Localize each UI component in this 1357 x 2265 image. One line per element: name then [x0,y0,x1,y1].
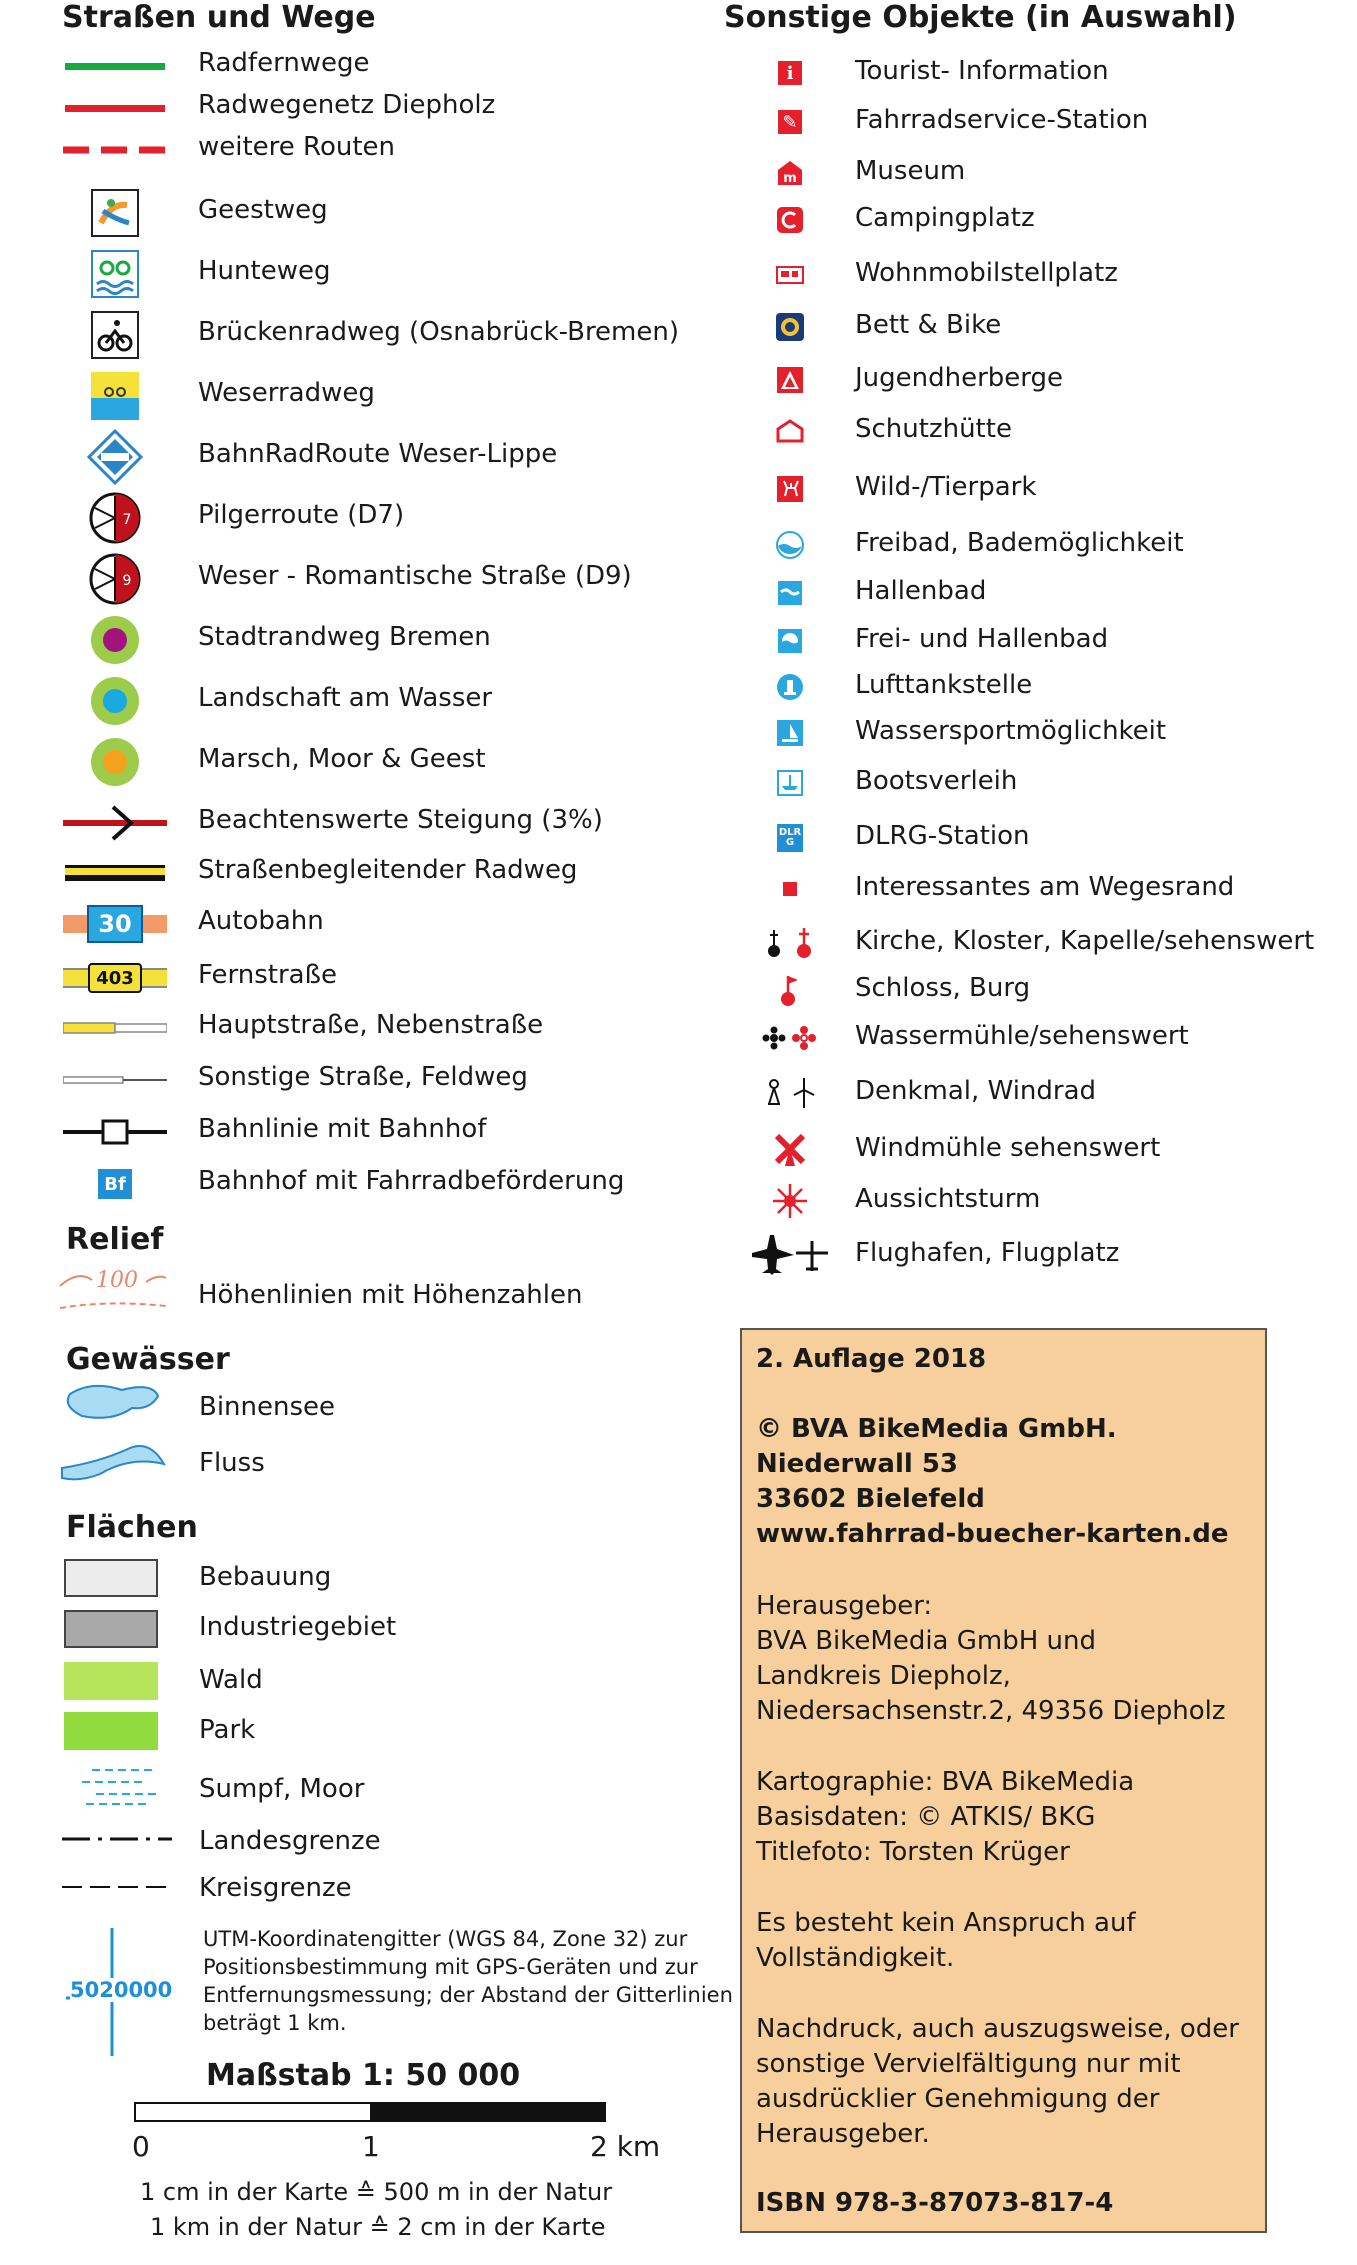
pilgerroute-icon [60,490,170,546]
legend-label: Bootsverleih [855,766,1018,796]
utm-text-line: beträgt 1 km. [203,2011,347,2035]
legend-item [740,1176,1340,1226]
legend-label: Kirche, Kloster, Kapelle/sehenswert [855,926,1315,956]
publisher-line: © BVA BikeMedia GmbH. [756,1414,1117,1444]
legend-item [740,758,1340,808]
camper-icon [740,250,840,300]
legend-label: Wild-/Tierpark [855,472,1037,502]
legend-item [740,97,1340,147]
legend-label: Lufttankstelle [855,670,1033,700]
church-icon [740,918,840,968]
relief-label: Höhenlinien mit Höhenzahlen [198,1280,583,1310]
weserradweg-icon [60,368,170,424]
bahnhof-badge: Bf [98,1169,132,1199]
svg-text:m: m [783,171,797,186]
legend-item [740,250,1340,300]
wrench-icon: ✎ [740,97,840,147]
legend-item [0,896,660,952]
utm-text-line: UTM-Koordinatengitter (WGS 84, Zone 32) zur [203,1927,688,1951]
legend-item [740,616,1340,666]
utm-text-line: Positionsbestimmung mit GPS-Geräten und zur [203,1955,698,1979]
water-label: Binnensee [199,1392,336,1422]
utm-value: 5020000 [70,1978,173,2002]
contour-value: 100 [96,1268,138,1293]
legend-label: Bahnlinie mit Bahnhof [198,1114,487,1144]
legend-item [740,1125,1340,1175]
legend-item [740,520,1340,570]
marsch-moor-icon [60,734,170,790]
lake-icon [62,1380,166,1432]
legend-label: Flughafen, Flugplatz [855,1238,1120,1268]
editor-line: BVA BikeMedia GmbH und [756,1626,1097,1656]
credits-line: Kartographie: BVA BikeMedia [756,1767,1135,1797]
legend-item [0,122,660,178]
legend-item [740,1230,1340,1280]
utm-grid-icon [66,1928,173,2056]
copyright-line: Nachdruck, auch auszugsweise, oder [756,2014,1239,2044]
legend-label: DLRG-Station [855,821,1030,851]
legend-item [740,1013,1340,1063]
legend-item [740,813,1340,863]
legend-item [0,734,660,790]
legend-label: Freibad, Bademöglichkeit [855,528,1184,558]
info-icon [740,48,840,98]
district-border-icon [62,1878,172,1897]
area-label: Wald [199,1665,263,1695]
isbn: ISBN 978-3-87073-817-4 [756,2188,1114,2218]
legend-label: Pilgerroute (D7) [198,500,405,530]
legend-label: Aussichtsturm [855,1184,1041,1214]
windmill-icon [740,1125,840,1175]
hauptstrasse-icon [60,1000,170,1056]
legend-item [740,464,1340,514]
utm-description [203,1925,733,2037]
legend-label: Hallenbad [855,576,987,606]
other-objects-heading: Sonstige Objekte (in Auswahl) [724,0,1237,35]
legend-label: Tourist- Information [855,56,1109,86]
geestweg-icon [60,185,170,241]
legend-label: Landschaft am Wasser [198,683,493,713]
legend-label: Fernstraße [198,960,337,990]
roads-heading: Straßen und Wege [62,0,376,35]
bahnradroute-icon [60,429,170,485]
area-label: Sumpf, Moor [199,1774,365,1804]
feldweg-icon [60,1052,170,1108]
area-label: Park [199,1715,256,1745]
dlrg-glyph: DLRG [777,824,803,852]
legend-label: Museum [855,156,966,186]
museum-icon [740,148,840,198]
legend-label: Windmühle sehenswert [855,1133,1161,1163]
legend-item [740,918,1340,968]
legend-label: Straßenbegleitender Radweg [198,855,578,885]
legend-label: Fahrradservice-Station [855,105,1149,135]
park-swatch [64,1712,158,1750]
swamp-icon [82,1766,162,1810]
copyright-line: ausdrücklier Genehmigung der [756,2084,1160,2114]
publisher-url: www.fahrrad-buecher-karten.de [756,1519,1229,1549]
wald-swatch [64,1662,158,1700]
legend-item [0,490,660,546]
bett-bike-icon [740,302,840,352]
legend-item [0,1156,660,1212]
river-icon [60,1434,170,1486]
legend-label: Weser - Romantische Straße (D9) [198,561,632,591]
legend-item [0,551,660,607]
legend-label: BahnRadRoute Weser-Lippe [198,439,558,469]
legend-item [740,965,1340,1015]
autobahn-number: 30 [87,905,143,943]
bebauung-swatch [64,1559,158,1597]
youth-hostel-icon [740,355,840,405]
legend-item [0,307,679,363]
legend-label: Bahnhof mit Fahrradbeförderung [198,1166,625,1196]
legend-label: Hunteweg [198,256,331,286]
legend-item [740,662,1340,712]
indoor-pool-icon [740,568,840,618]
fernstrasse-icon [60,950,170,1006]
legend-item [0,246,660,302]
scale-bar-white [136,2104,370,2120]
legend-item [740,568,1340,618]
fernstrasse-number: 403 [88,963,142,993]
legend-label: Wohnmobilstellplatz [855,258,1118,288]
area-label: Industriegebiet [199,1612,397,1642]
legend-label: Bett & Bike [855,310,1002,340]
legend-item [0,1000,660,1056]
credits-line: Titlefoto: Torsten Krüger [756,1837,1070,1867]
imprint-box [740,1328,1267,2233]
water-heading: Gewässer [66,1342,230,1377]
legend-item [740,355,1340,405]
credits-line: Basisdaten: © ATKIS/ BKG [756,1802,1096,1832]
legend-label: Wassermühle/sehenswert [855,1021,1189,1051]
legend-label: Campingplatz [855,203,1035,233]
areas-heading: Flächen [66,1510,198,1545]
scale-line: 1 km in der Natur ≙ 2 cm in der Karte [150,2213,606,2241]
legend-item [740,302,1340,352]
castle-icon [740,965,840,1015]
legend-item [0,368,660,424]
edition: 2. Auflage 2018 [756,1344,987,1374]
legend-label: Radwegenetz Diepholz [198,90,496,120]
boat-rental-icon [740,758,840,808]
monument-icon [740,1068,840,1118]
state-border-icon [62,1830,172,1849]
copyright-line: sonstige Vervielfältigung nur mit [756,2049,1181,2079]
contour-line-icon [58,1264,168,1316]
camping-icon [740,195,840,245]
scale-tick-2: 2 km [590,2130,661,2163]
area-label: Bebauung [199,1562,332,1592]
legend-item [0,795,660,851]
legend-label: Interessantes am Wegesrand [855,872,1235,902]
legend-label: Radfernwege [198,48,370,78]
legend-label: Sonstige Straße, Feldweg [198,1062,528,1092]
legend-label: Schutzhütte [855,414,1012,444]
legend-label: Frei- und Hallenbad [855,624,1109,654]
watermill-icon [740,1013,840,1063]
airport-icon [740,1230,840,1280]
begleitradweg-icon [60,845,170,901]
legend-label: Wassersportmöglichkeit [855,716,1167,746]
legend-item [740,48,1340,98]
outdoor-pool-icon [740,520,840,570]
legend-label: Brückenradweg (Osnabrück-Bremen) [198,317,679,347]
legend-item [740,708,1340,758]
shelter-icon [740,406,840,456]
deer-icon [740,464,840,514]
scale-tick-0: 0 [132,2130,150,2163]
disclaimer-line: Es besteht kein Anspruch auf [756,1908,1136,1938]
legend-label: Geestweg [198,195,328,225]
publisher-line: Niederwall 53 [756,1449,958,1479]
editor-line: Niedersachsenstr.2, 49356 Diepholz [756,1696,1226,1726]
legend-label: Hauptstraße, Nebenstraße [198,1010,544,1040]
legend-label: Jugendherberge [855,363,1064,393]
legend-item [0,673,660,729]
area-label: Landesgrenze [199,1826,381,1856]
svg-text:9: 9 [122,573,132,589]
legend-label: Denkmal, Windrad [855,1076,1097,1106]
landschaft-wasser-icon [60,673,170,729]
utm-text-line: Entfernungsmessung; der Abstand der Gitterlinien [203,1983,733,2007]
disclaimer-line: Vollständigkeit. [756,1943,955,1973]
legend-label: Stadtrandweg Bremen [198,622,491,652]
copyright-line: Herausgeber. [756,2119,930,2149]
legend-label: weitere Routen [198,132,396,162]
dlrg-icon [740,813,840,863]
scale-tick-1: 1 [362,2130,380,2163]
pool-combined-icon [740,616,840,666]
legend-item [740,148,1340,198]
legend-label: Beachtenswerte Steigung (3%) [198,805,603,835]
scale-line: 1 cm in der Karte ≙ 500 m in der Natur [140,2178,613,2206]
scale-title: Maßstab 1: 50 000 [206,2058,521,2093]
legend-item [0,429,660,485]
sailboat-icon [740,708,840,758]
editor-line: Landkreis Diepholz, [756,1661,1011,1691]
red-dashed-line-icon [60,122,170,178]
hunteweg-icon [60,246,170,302]
industrie-swatch [64,1610,158,1648]
bahnhof-bf-icon [60,1156,170,1212]
poi-square-icon [740,864,840,914]
legend-item [0,185,660,241]
svg-text:7: 7 [122,512,132,528]
air-pump-icon [740,662,840,712]
legend-item [0,950,660,1006]
legend-label: Autobahn [198,906,324,936]
legend-item [0,1052,660,1108]
stadtrandweg-icon [60,612,170,668]
legend-item [740,1068,1340,1118]
legend-item [740,406,1340,456]
legend-item [740,864,1340,914]
tower-icon [740,1176,840,1226]
legend-item [740,195,1340,245]
steigung-icon [60,795,170,851]
legend-label: Weserradweg [198,378,375,408]
legend-label: Schloss, Burg [855,973,1031,1003]
legend-label: Marsch, Moor & Geest [198,744,486,774]
area-label: Kreisgrenze [199,1873,352,1903]
water-label: Fluss [199,1448,265,1478]
scale-bar-black [370,2104,604,2120]
autobahn-icon [60,896,170,952]
editor-line: Herausgeber: [756,1591,933,1621]
bahnlinie-icon [60,1104,170,1160]
relief-heading: Relief [66,1222,164,1257]
weser-romantische-icon [60,551,170,607]
scale-bar [134,2102,606,2122]
legend-item [0,1104,660,1160]
legend-item [0,845,660,901]
info-glyph: i [778,61,802,85]
publisher-line: 33602 Bielefeld [756,1484,985,1514]
legend-item [0,612,660,668]
brueckenradweg-icon [60,307,170,363]
